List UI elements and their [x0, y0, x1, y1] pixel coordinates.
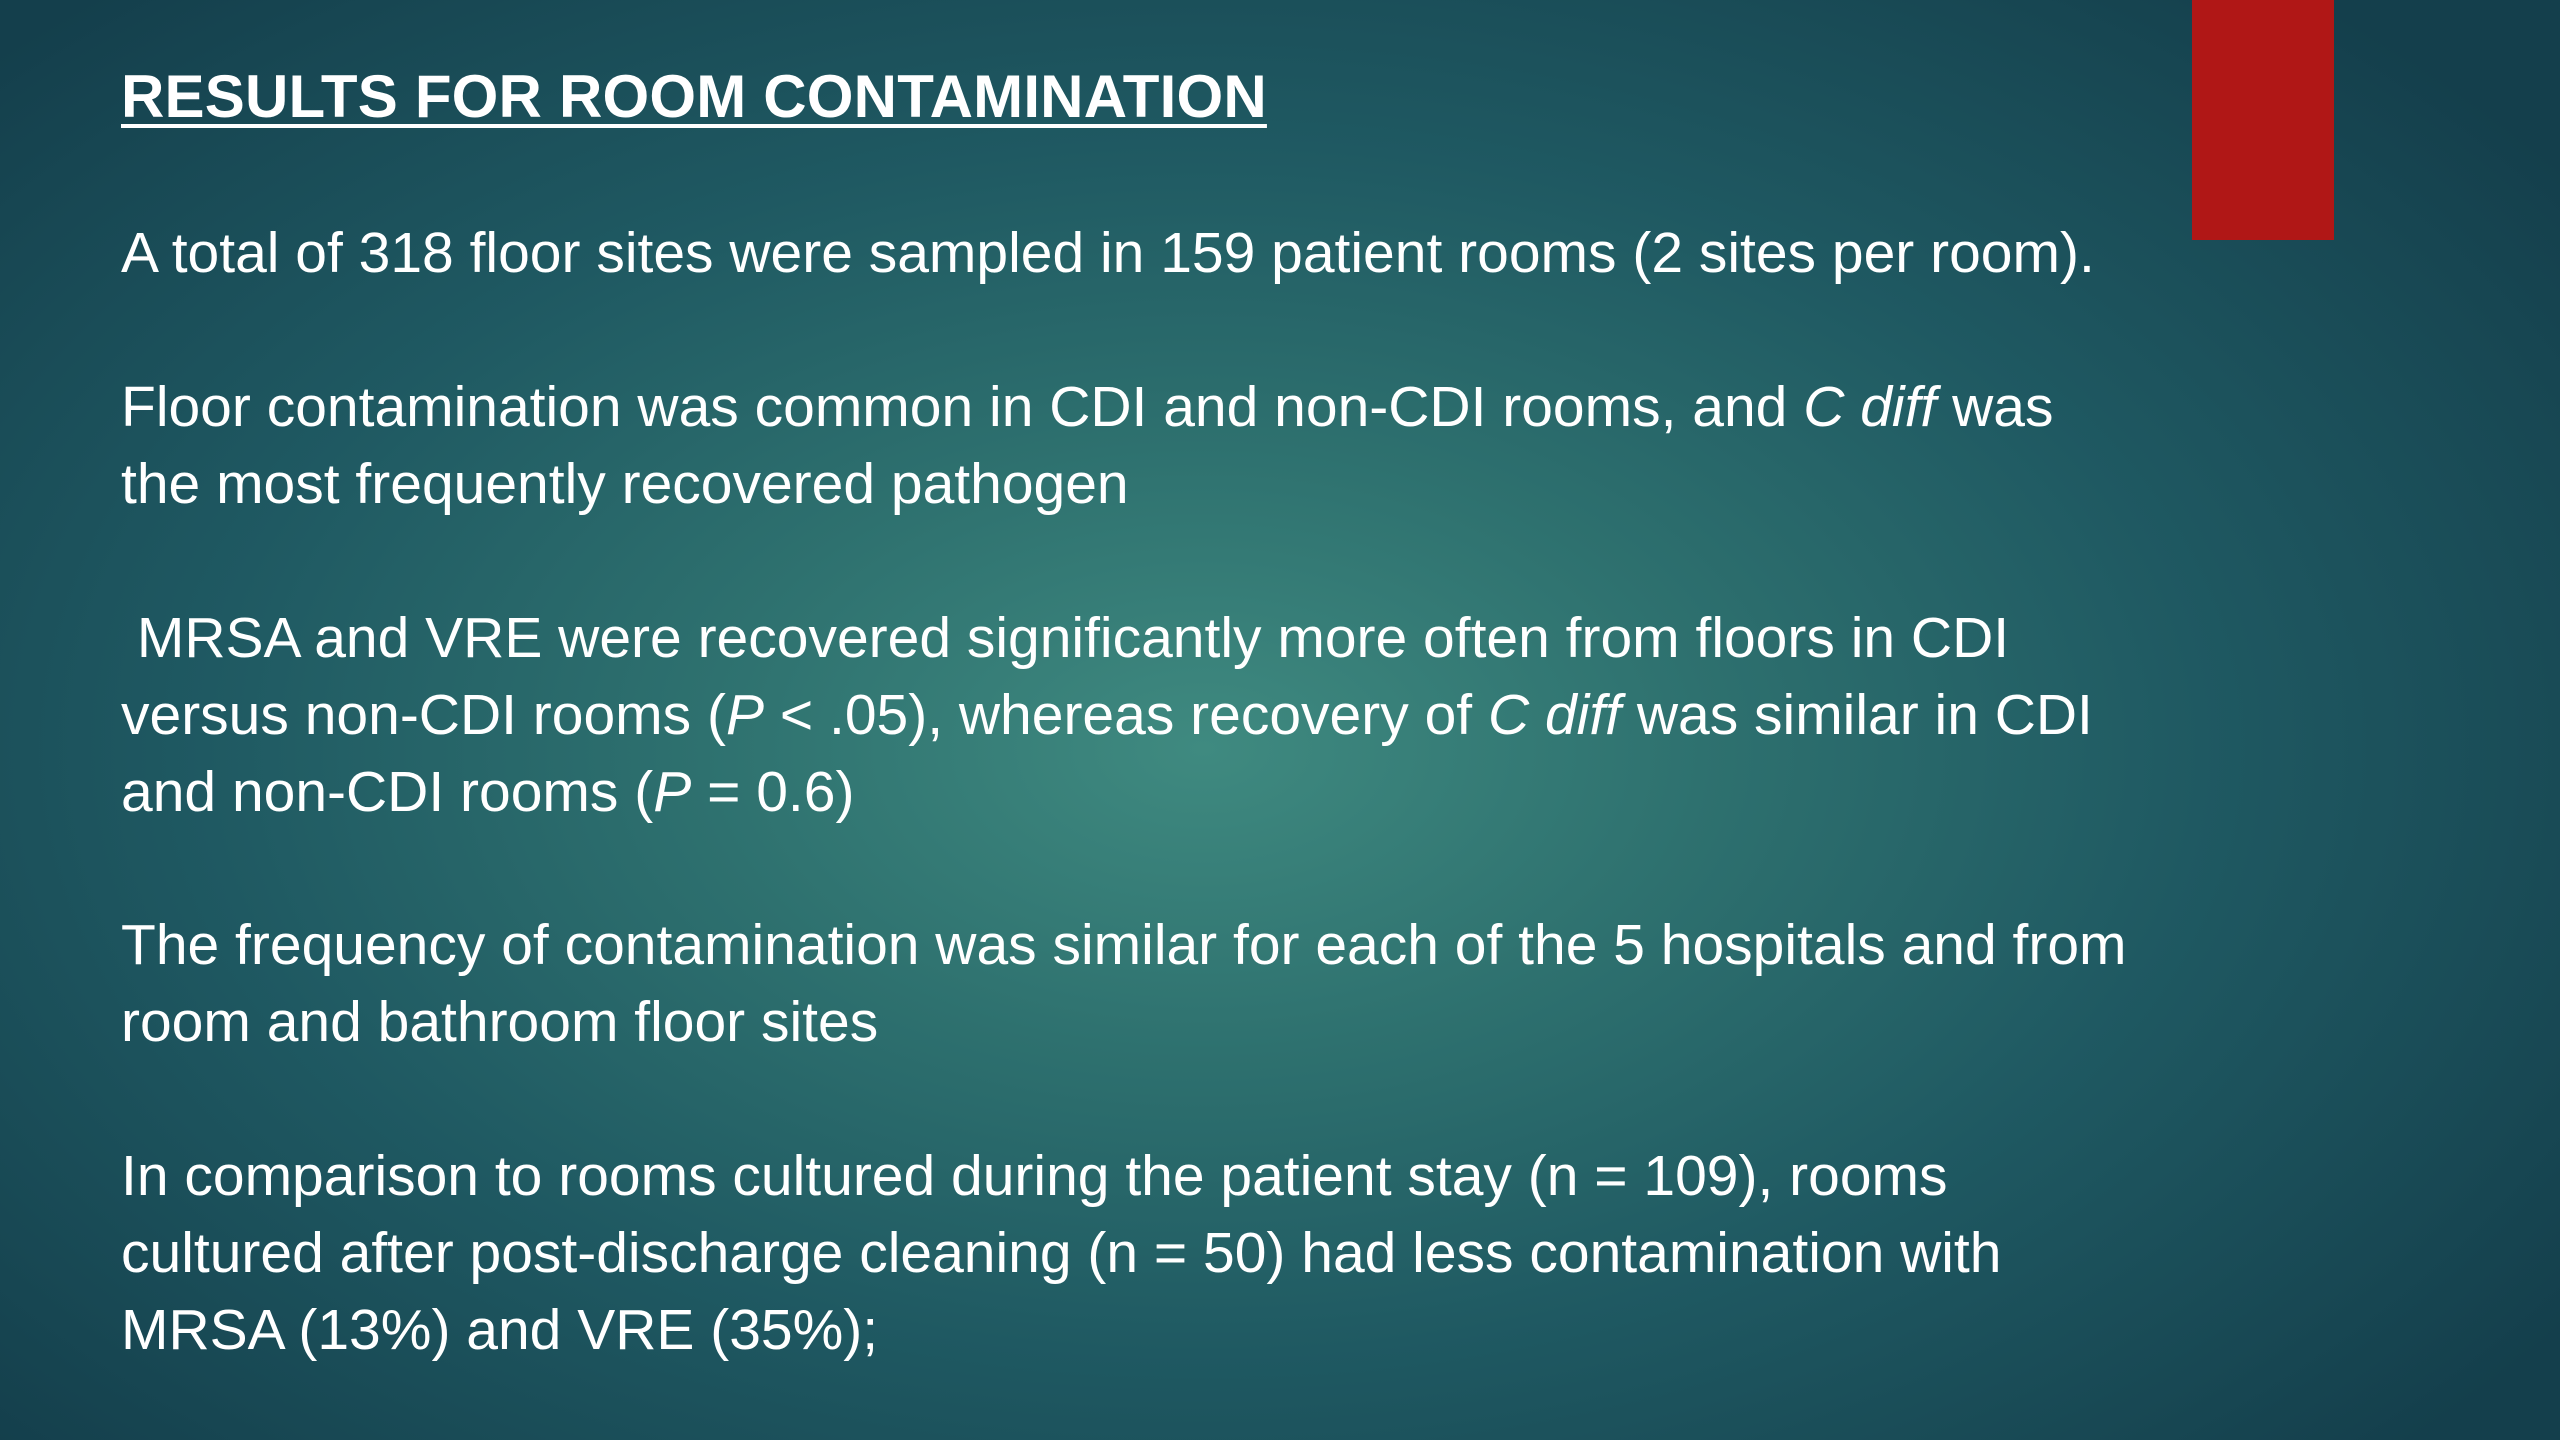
- paragraph-line: In comparison to rooms cultured during the patient stay (n = 109), rooms: [121, 1144, 1948, 1208]
- paragraph-comparison: [121, 1138, 2001, 1369]
- text-segment: Floor contamination was common in CDI and non-CDI rooms, and: [121, 375, 1804, 439]
- paragraph-frequency: [121, 907, 2127, 1061]
- paragraph-line: [121, 369, 2053, 446]
- paragraph-line: A total of 318 floor sites were sampled in 159 patient rooms (2 sites per room).: [121, 221, 2095, 285]
- italic-p-value: P: [653, 760, 692, 824]
- text-segment: was similar in CDI: [1621, 683, 2093, 747]
- paragraph-mrsa-vre: [121, 600, 2093, 831]
- paragraph-line: room and bathroom floor sites: [121, 990, 879, 1054]
- text-segment: and non-CDI rooms (: [121, 760, 654, 824]
- paragraph-line: MRSA and VRE were recovered significantly more often from floors in CDI: [121, 606, 2010, 670]
- slide-title: RESULTS FOR ROOM CONTAMINATION: [121, 63, 1267, 130]
- paragraph-floor-contamination: [121, 369, 2053, 523]
- paragraph-line: the most frequently recovered pathogen: [121, 452, 1129, 516]
- paragraph-line: cultured after post-discharge cleaning (n = 50) had less contamination with: [121, 1221, 2002, 1285]
- text-segment: < .05), whereas recovery of: [764, 683, 1488, 747]
- text-segment: versus non-CDI rooms (: [121, 683, 726, 747]
- paragraph-line: [121, 754, 2093, 831]
- paragraph-floor-sites: [121, 215, 2095, 292]
- paragraph-line: The frequency of contamination was similar for each of the 5 hospitals and from: [121, 913, 2127, 977]
- italic-organism: C diff: [1487, 683, 1621, 747]
- paragraph-line: MRSA (13%) and VRE (35%);: [121, 1298, 879, 1362]
- text-segment: was: [1936, 375, 2054, 439]
- italic-organism: C diff: [1803, 375, 1937, 439]
- text-segment: = 0.6): [691, 760, 855, 824]
- paragraph-line: [121, 677, 2093, 754]
- italic-p-value: P: [726, 683, 765, 747]
- red-accent-bar: [2192, 0, 2334, 240]
